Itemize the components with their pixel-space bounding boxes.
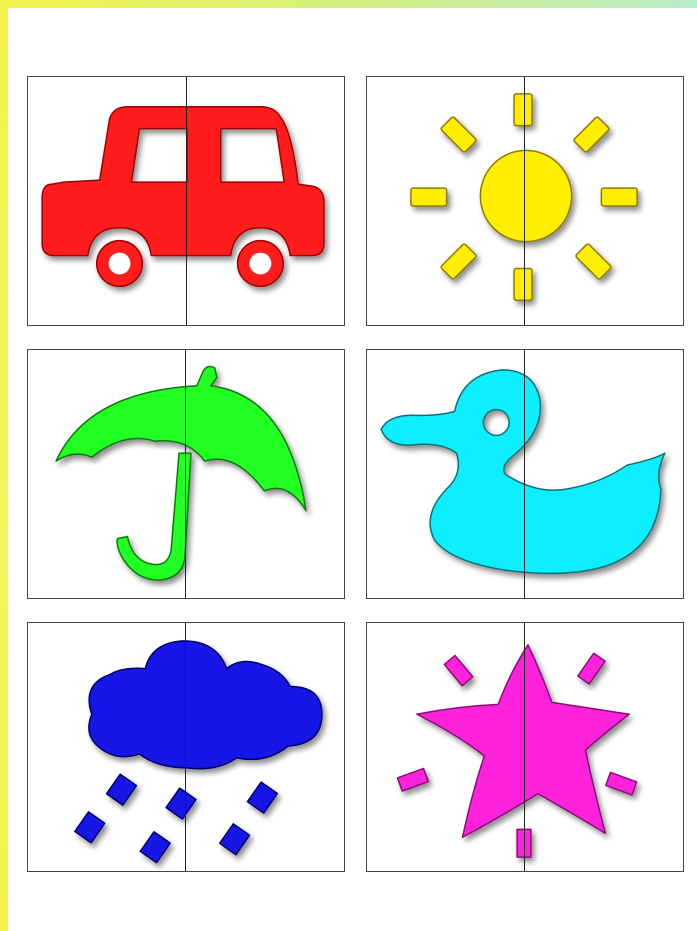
cut-line — [524, 77, 525, 325]
car-card[interactable] — [27, 76, 345, 326]
rain-cloud-card[interactable] — [27, 622, 345, 872]
raindrop — [140, 832, 170, 863]
star-shape — [397, 645, 636, 857]
frame-left-border — [0, 0, 8, 931]
star-ray — [444, 656, 472, 686]
duck-card[interactable] — [366, 349, 684, 599]
sun-disc — [480, 150, 571, 241]
cut-line — [185, 623, 186, 871]
car-body — [42, 107, 324, 256]
sun-ray — [573, 116, 609, 152]
sun-ray — [411, 188, 447, 206]
umbrella-card[interactable] — [27, 349, 345, 599]
sun-ray — [440, 116, 476, 152]
umbrella-handle — [117, 453, 191, 580]
star-ray — [397, 768, 428, 791]
raindrop — [75, 812, 105, 843]
cut-line — [524, 623, 525, 871]
duck-icon — [367, 350, 683, 598]
sun-ray — [440, 243, 476, 279]
sun-ray — [575, 243, 611, 279]
star-ray — [578, 653, 605, 684]
frame-top-border — [0, 0, 697, 8]
cut-line — [186, 77, 187, 325]
star-ray — [606, 772, 637, 795]
umbrella-shape — [56, 367, 306, 581]
raindrop — [107, 774, 137, 805]
cloud — [89, 641, 322, 769]
rain-cloud-icon — [28, 623, 344, 871]
rain-cloud-shape — [75, 641, 322, 863]
raindrop — [220, 824, 250, 855]
cut-line — [524, 350, 525, 598]
cut-line — [185, 350, 186, 598]
sun-ray — [601, 188, 637, 206]
star-card[interactable] — [366, 622, 684, 872]
umbrella-icon — [28, 350, 344, 598]
star-icon — [367, 623, 683, 871]
raindrop — [247, 782, 277, 813]
raindrop — [166, 788, 196, 819]
sun-card[interactable] — [366, 76, 684, 326]
sun-icon — [367, 77, 683, 325]
car-shape — [42, 107, 324, 287]
